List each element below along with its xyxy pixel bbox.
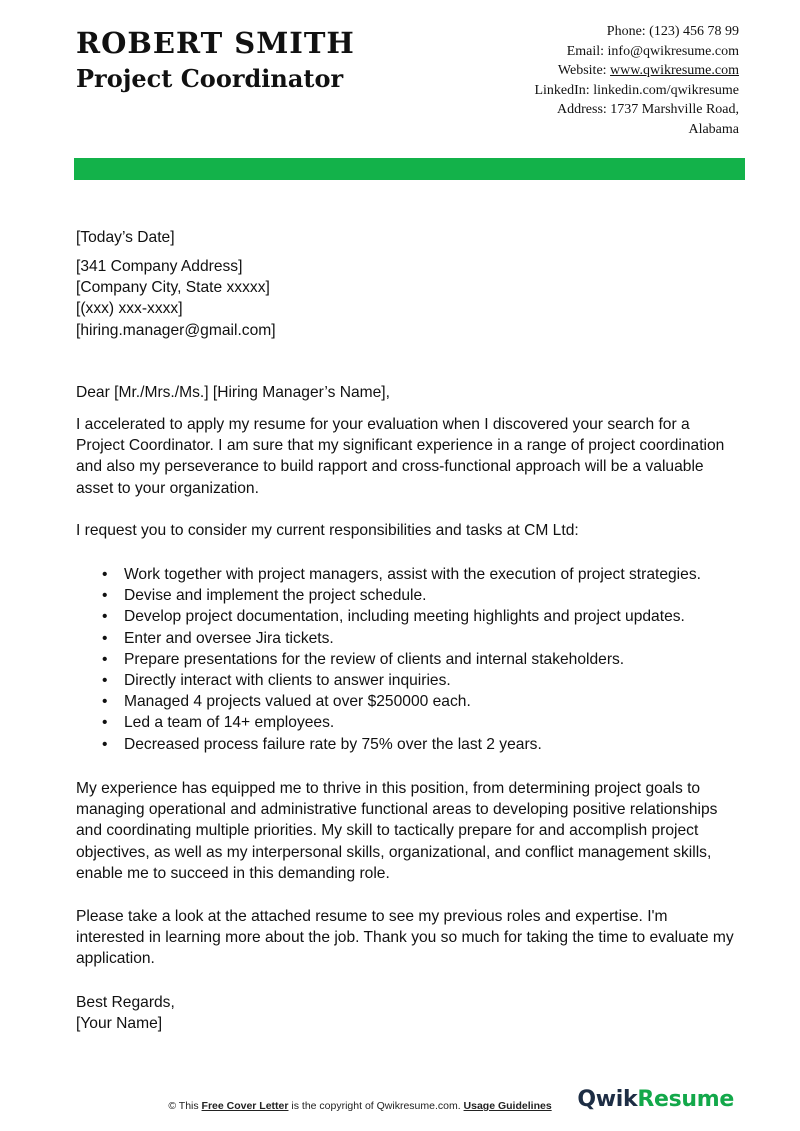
- recipient-email: [hiring.manager@gmail.com]: [76, 321, 276, 339]
- letter-date: [Today’s Date]: [76, 229, 175, 246]
- usage-guidelines-link[interactable]: Usage Guidelines: [463, 1100, 552, 1112]
- list-item: • Devise and implement the project schedule.: [76, 585, 736, 606]
- contact-website-label: Website:: [557, 63, 611, 78]
- free-cover-letter-link[interactable]: Free Cover Letter: [201, 1100, 289, 1112]
- contact-block: [419, 22, 739, 139]
- list-item: • Prepare presentations for the review of clients and internal stakeholders.: [76, 649, 736, 670]
- applicant-job-title: Project Coordinator: [76, 64, 344, 93]
- contact-email: Email: info@qwikresume.com: [566, 43, 739, 59]
- contact-address-line2: Alabama: [688, 121, 739, 137]
- contact-website: [419, 61, 739, 81]
- contact-linkedin: LinkedIn: linkedin.com/qwikresume: [534, 82, 739, 98]
- list-item: • Directly interact with clients to answer inquiries.: [76, 670, 736, 691]
- copyright-footer: [140, 1100, 580, 1112]
- salutation: Dear [Mr./Mrs./Ms.] [Hiring Manager’s Name],: [76, 384, 390, 401]
- accent-divider-bar: [74, 158, 745, 180]
- recipient-phone: [(xxx) xxx-xxxx]: [76, 300, 183, 318]
- sign-off-block: [76, 992, 736, 1034]
- applicant-name: ROBERT SMITH: [76, 26, 355, 60]
- list-item: • Develop project documentation, including meeting highlights and project updates.: [76, 606, 736, 627]
- sign-off: Best Regards,: [76, 994, 175, 1011]
- closing-paragraph: Please take a look at the attached resume to see my previous roles and expertise. I'm interested in learning more about the job. Thank you so much for taking the time to evaluate my application.: [76, 908, 734, 968]
- list-item: • Led a team of 14+ employees.: [76, 712, 736, 733]
- intro-paragraph: I accelerated to apply my resume for your evaluation when I discovered your search for a Project Coordinator. I am sure that my significant experience in a range of project coordination and also my perseverance to build rapport and cross-functional approach will be a valuable asset to your organization.: [76, 416, 725, 497]
- experience-paragraph: My experience has equipped me to thrive in this position, from determining project goals to managing operational and administrative functional areas to developing positive relationships and coordinating multiple priorities. My skill to tactically prepare for and accomplish project objectives, as well as my interpersonal skills, organizational, and conflict management skills, enable me to succeed in this demanding role.: [76, 780, 718, 882]
- list-item: • Work together with project managers, assist with the execution of project strategies.: [76, 564, 736, 585]
- recipient-city-state: [Company City, State xxxxx]: [76, 279, 270, 297]
- list-item: • Decreased process failure rate by 75% over the last 2 years.: [76, 734, 736, 755]
- list-item: • Enter and oversee Jira tickets.: [76, 628, 736, 649]
- website-link[interactable]: www.qwikresume.com: [610, 63, 739, 78]
- recipient-address-block: [76, 256, 736, 341]
- responsibilities-list: [76, 564, 736, 755]
- responsibilities-intro: I request you to consider my current responsibilities and tasks at CM Ltd:: [76, 522, 579, 539]
- qwikresume-logo[interactable]: [577, 1087, 734, 1112]
- list-item: • Managed 4 projects valued at over $250000 each.: [76, 691, 736, 712]
- logo-part-resume: Resume: [637, 1087, 734, 1112]
- footer-prefix: © This: [168, 1100, 202, 1112]
- logo-part-qwik: Qwik: [577, 1087, 638, 1112]
- footer-middle: is the copyright of Qwikresume.com.: [288, 1100, 464, 1112]
- contact-phone: Phone: (123) 456 78 99: [606, 24, 739, 39]
- contact-address-line1: Address: 1737 Marshville Road,: [557, 102, 739, 117]
- recipient-company-address: [341 Company Address]: [76, 258, 243, 275]
- signature-name: [Your Name]: [76, 1015, 163, 1033]
